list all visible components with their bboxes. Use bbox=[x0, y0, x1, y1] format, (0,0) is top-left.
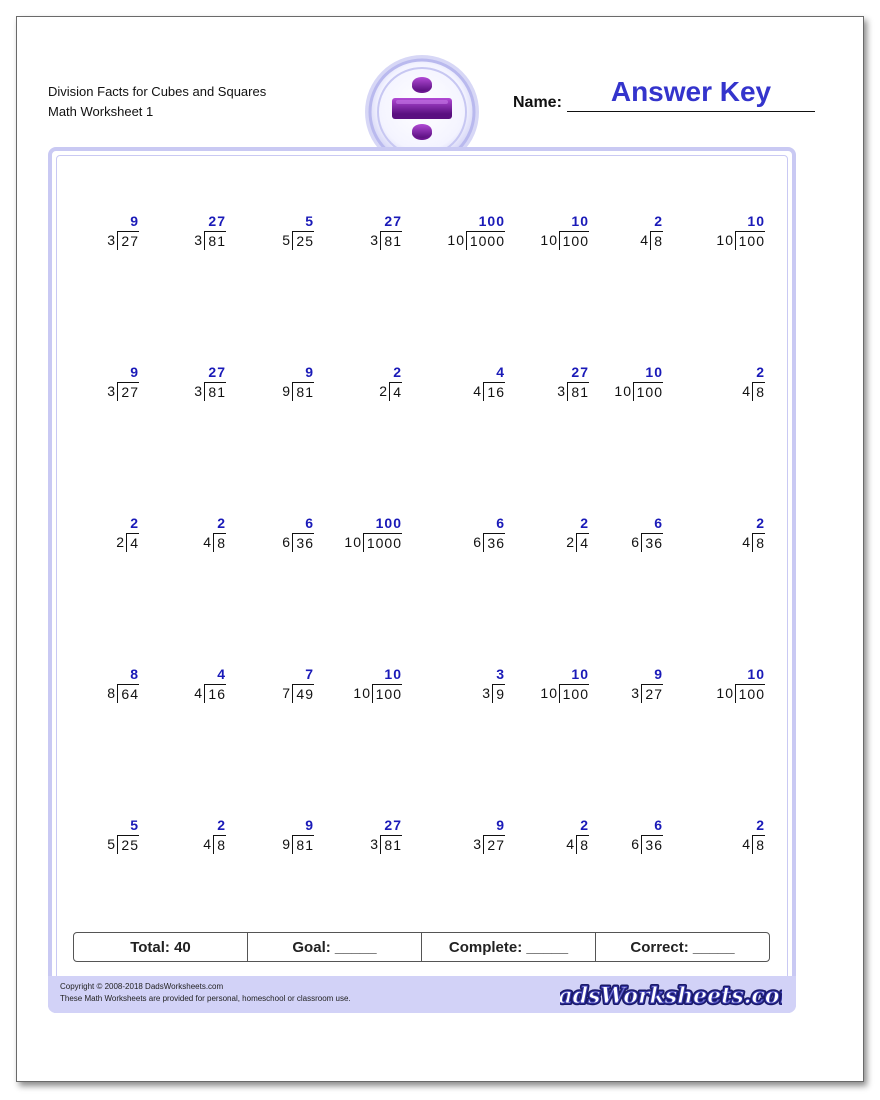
quotient-answer: 27 bbox=[208, 364, 226, 380]
division-problem bbox=[59, 364, 139, 414]
quotient-answer: 2 bbox=[217, 515, 226, 531]
dividend: 16 bbox=[204, 684, 226, 703]
divisor: 2 bbox=[566, 534, 575, 550]
name-label: Name: bbox=[513, 94, 562, 111]
dividend: 16 bbox=[483, 382, 505, 401]
division-problem bbox=[234, 817, 314, 867]
dividend: 27 bbox=[641, 684, 663, 703]
quotient-answer: 4 bbox=[496, 364, 505, 380]
quotient-answer: 2 bbox=[756, 515, 765, 531]
dividend: 8 bbox=[213, 533, 226, 552]
dividend: 100 bbox=[559, 684, 589, 703]
divisor: 10 bbox=[614, 383, 632, 399]
dividend: 8 bbox=[213, 835, 226, 854]
divisor: 4 bbox=[203, 836, 212, 852]
division-problem bbox=[146, 515, 226, 565]
division-problem bbox=[685, 666, 765, 716]
dividend: 27 bbox=[483, 835, 505, 854]
divisor: 3 bbox=[370, 836, 379, 852]
dividend: 9 bbox=[492, 684, 505, 703]
divisor: 4 bbox=[742, 383, 751, 399]
quotient-answer: 27 bbox=[384, 213, 402, 229]
division-problem bbox=[685, 515, 765, 565]
divisor: 10 bbox=[353, 685, 371, 701]
division-problem bbox=[322, 817, 402, 867]
brand-logo bbox=[560, 975, 782, 1011]
division-problem bbox=[59, 666, 139, 716]
dividend: 49 bbox=[292, 684, 314, 703]
division-problem bbox=[583, 515, 663, 565]
quotient-answer: 10 bbox=[571, 666, 589, 682]
quotient-answer: 2 bbox=[654, 213, 663, 229]
divisor: 5 bbox=[282, 232, 291, 248]
correct-field[interactable]: Correct: _____ bbox=[630, 938, 735, 956]
divisor: 10 bbox=[716, 685, 734, 701]
division-problem bbox=[322, 213, 402, 263]
division-problem bbox=[59, 213, 139, 263]
division-problem bbox=[146, 364, 226, 414]
division-problem bbox=[234, 515, 314, 565]
score-bar bbox=[73, 932, 770, 962]
quotient-answer: 2 bbox=[756, 364, 765, 380]
dividend: 100 bbox=[735, 684, 765, 703]
divisor: 3 bbox=[194, 383, 203, 399]
division-problem bbox=[583, 213, 663, 263]
quotient-answer: 10 bbox=[384, 666, 402, 682]
divisor: 4 bbox=[203, 534, 212, 550]
title-line-2: Math Worksheet 1 bbox=[48, 104, 154, 119]
division-problem bbox=[322, 364, 402, 414]
divisor: 9 bbox=[282, 383, 291, 399]
quotient-answer: 27 bbox=[384, 817, 402, 833]
quotient-answer: 100 bbox=[375, 515, 402, 531]
dividend: 81 bbox=[204, 231, 226, 250]
division-problem bbox=[685, 213, 765, 263]
brand-text: dsWorksheets.co bbox=[572, 983, 780, 1009]
division-problem bbox=[685, 817, 765, 867]
divisor: 3 bbox=[370, 232, 379, 248]
divisor: 9 bbox=[282, 836, 291, 852]
division-problem bbox=[425, 666, 505, 716]
division-problem bbox=[583, 364, 663, 414]
divisor: 3 bbox=[107, 232, 116, 248]
quotient-answer: 3 bbox=[496, 666, 505, 682]
division-problem bbox=[234, 666, 314, 716]
title-line-1: Division Facts for Cubes and Squares bbox=[48, 84, 267, 99]
divisor: 3 bbox=[557, 383, 566, 399]
quotient-answer: 10 bbox=[571, 213, 589, 229]
dividend: 81 bbox=[292, 382, 314, 401]
quotient-answer: 100 bbox=[478, 213, 505, 229]
division-problem bbox=[234, 364, 314, 414]
division-problem bbox=[59, 817, 139, 867]
dividend: 27 bbox=[117, 382, 139, 401]
division-problem bbox=[509, 666, 589, 716]
dividend: 36 bbox=[641, 533, 663, 552]
dividend: 100 bbox=[735, 231, 765, 250]
quotient-answer: 2 bbox=[756, 817, 765, 833]
brand-text-outline: dsWorksheets.co bbox=[572, 983, 780, 1009]
goal-field[interactable]: Goal: _____ bbox=[248, 933, 422, 961]
division-problem bbox=[509, 817, 589, 867]
divisor: 4 bbox=[194, 685, 203, 701]
divisor: 2 bbox=[379, 383, 388, 399]
quotient-answer: 6 bbox=[654, 515, 663, 531]
dividend: 4 bbox=[126, 533, 139, 552]
dividend: 8 bbox=[752, 382, 765, 401]
dividend: 36 bbox=[292, 533, 314, 552]
division-problem bbox=[583, 666, 663, 716]
quotient-answer: 10 bbox=[645, 364, 663, 380]
divisor: 10 bbox=[344, 534, 362, 550]
copyright-notice bbox=[60, 981, 351, 1005]
divisor: 5 bbox=[107, 836, 116, 852]
divisor: 3 bbox=[482, 685, 491, 701]
divisor: 6 bbox=[473, 534, 482, 550]
division-problem bbox=[685, 364, 765, 414]
divisor: 3 bbox=[194, 232, 203, 248]
quotient-answer: 8 bbox=[130, 666, 139, 682]
total-count: Total: 40 bbox=[74, 933, 248, 961]
divisor: 10 bbox=[716, 232, 734, 248]
divisor: 3 bbox=[631, 685, 640, 701]
division-problem bbox=[322, 515, 402, 565]
divisor: 10 bbox=[447, 232, 465, 248]
copyright-text: Copyright © 2008-2018 DadsWorksheets.com bbox=[60, 982, 224, 991]
divisor: 6 bbox=[631, 534, 640, 550]
quotient-answer: 6 bbox=[654, 817, 663, 833]
dividend: 27 bbox=[117, 231, 139, 250]
division-problem bbox=[425, 817, 505, 867]
quotient-answer: 9 bbox=[305, 817, 314, 833]
quotient-answer: 10 bbox=[747, 666, 765, 682]
division-problem bbox=[146, 213, 226, 263]
division-problem bbox=[425, 364, 505, 414]
name-field[interactable] bbox=[567, 111, 815, 112]
division-problem bbox=[425, 515, 505, 565]
usage-notice: These Math Worksheets are provided for personal, homeschool or classroom use. bbox=[60, 994, 351, 1003]
quotient-answer: 27 bbox=[571, 364, 589, 380]
complete-field[interactable]: Complete: _____ bbox=[422, 933, 596, 961]
problem-frame bbox=[48, 147, 796, 1013]
quotient-answer: 2 bbox=[580, 817, 589, 833]
quotient-answer: 2 bbox=[580, 515, 589, 531]
quotient-answer: 9 bbox=[496, 817, 505, 833]
dividend: 1000 bbox=[363, 533, 402, 552]
quotient-answer: 2 bbox=[130, 515, 139, 531]
division-problem bbox=[234, 213, 314, 263]
dividend: 64 bbox=[117, 684, 139, 703]
dividend: 81 bbox=[567, 382, 589, 401]
division-problem bbox=[59, 515, 139, 565]
division-problem bbox=[146, 666, 226, 716]
dividend: 81 bbox=[292, 835, 314, 854]
quotient-answer: 9 bbox=[654, 666, 663, 682]
dividend: 8 bbox=[752, 835, 765, 854]
quotient-answer: 2 bbox=[393, 364, 402, 380]
quotient-answer: 9 bbox=[130, 213, 139, 229]
dividend: 81 bbox=[380, 231, 402, 250]
dividend: 8 bbox=[576, 835, 589, 854]
quotient-answer: 6 bbox=[496, 515, 505, 531]
dividend: 25 bbox=[117, 835, 139, 854]
divisor: 8 bbox=[107, 685, 116, 701]
quotient-answer: 10 bbox=[747, 213, 765, 229]
divisor: 10 bbox=[540, 232, 558, 248]
divisor: 4 bbox=[640, 232, 649, 248]
dividend: 25 bbox=[292, 231, 314, 250]
quotient-answer: 27 bbox=[208, 213, 226, 229]
dividend: 8 bbox=[650, 231, 663, 250]
divisor: 4 bbox=[566, 836, 575, 852]
division-problem bbox=[322, 666, 402, 716]
divisor: 6 bbox=[631, 836, 640, 852]
divisor: 2 bbox=[116, 534, 125, 550]
quotient-answer: 5 bbox=[130, 817, 139, 833]
quotient-answer: 9 bbox=[305, 364, 314, 380]
divisor: 3 bbox=[473, 836, 482, 852]
divisor: 4 bbox=[742, 836, 751, 852]
dividend: 8 bbox=[752, 533, 765, 552]
division-problem bbox=[509, 515, 589, 565]
divisor: 10 bbox=[540, 685, 558, 701]
answer-key-label: Answer Key bbox=[610, 76, 772, 107]
quotient-answer: 2 bbox=[217, 817, 226, 833]
dividend: 100 bbox=[633, 382, 663, 401]
divisor: 7 bbox=[282, 685, 291, 701]
dividend: 100 bbox=[559, 231, 589, 250]
dividend: 36 bbox=[641, 835, 663, 854]
worksheet-title bbox=[48, 82, 266, 122]
dividend: 1000 bbox=[466, 231, 505, 250]
dividend: 4 bbox=[576, 533, 589, 552]
division-problem bbox=[509, 364, 589, 414]
dividend: 4 bbox=[389, 382, 402, 401]
divisor: 3 bbox=[107, 383, 116, 399]
division-problem bbox=[146, 817, 226, 867]
division-problem bbox=[509, 213, 589, 263]
division-problem bbox=[425, 213, 505, 263]
quotient-answer: 6 bbox=[305, 515, 314, 531]
dividend: 81 bbox=[380, 835, 402, 854]
divisor: 6 bbox=[282, 534, 291, 550]
divisor: 4 bbox=[742, 534, 751, 550]
dividend: 36 bbox=[483, 533, 505, 552]
divisor: 4 bbox=[473, 383, 482, 399]
quotient-answer: 9 bbox=[130, 364, 139, 380]
dividend: 100 bbox=[372, 684, 402, 703]
division-problem bbox=[583, 817, 663, 867]
quotient-answer: 7 bbox=[305, 666, 314, 682]
quotient-answer: 5 bbox=[305, 213, 314, 229]
quotient-answer: 4 bbox=[217, 666, 226, 682]
dividend: 81 bbox=[204, 382, 226, 401]
